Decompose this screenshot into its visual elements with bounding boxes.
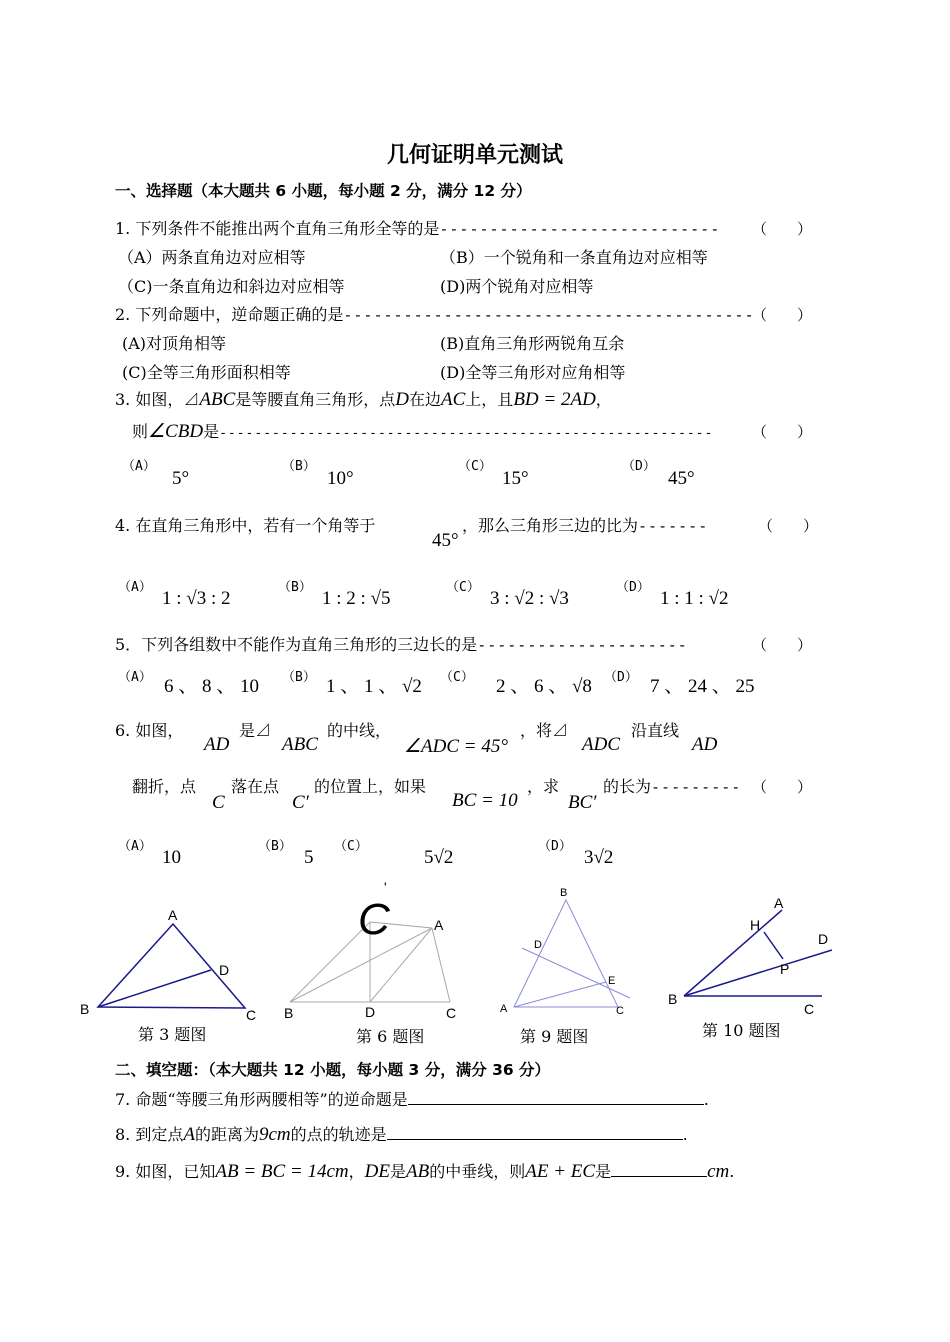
q6-text-2: 是⊿ bbox=[239, 721, 272, 740]
q9-math-ab: AB bbox=[406, 1161, 430, 1182]
fig9-label-d: D bbox=[534, 939, 542, 951]
q3-option-d-label: （D） bbox=[622, 459, 656, 474]
q4-dashes: ------- bbox=[638, 517, 709, 535]
question-6-tail bbox=[603, 776, 741, 798]
fig6-label-c: C bbox=[446, 1005, 457, 1021]
q5-option-a-label: （A） bbox=[118, 670, 152, 685]
fig6-label-big-c: C bbox=[358, 895, 390, 944]
q9-text-1: 9. 如图，已知 bbox=[115, 1162, 216, 1181]
q3-math-ac: AC bbox=[441, 389, 466, 410]
q1-stem: 1. 下列条件不能推出两个直角三角形全等的是 bbox=[115, 219, 440, 238]
fig3-label-c: C bbox=[246, 1007, 257, 1023]
q3-math-d: D bbox=[395, 389, 409, 410]
q8-text-3: 的点的轨迹是 bbox=[290, 1125, 387, 1144]
q2-option-b: (B)直角三角形两锐角互余 bbox=[440, 334, 625, 353]
q8-math-a: A bbox=[183, 1124, 195, 1145]
q9-text-2: ， bbox=[348, 1162, 365, 1181]
q4-option-a-label: （A） bbox=[118, 580, 152, 595]
q1-option-b: （B）一个锐角和一条直角边对应相等 bbox=[440, 248, 708, 267]
figure-6 bbox=[280, 878, 470, 1026]
fig3-caption: 第 3 题图 bbox=[138, 1025, 207, 1044]
fig10-ray-ba bbox=[684, 910, 782, 996]
q9-end: . bbox=[729, 1162, 735, 1181]
q4-text-1: 4. 在直角三角形中，若有一个角等于 bbox=[115, 516, 376, 535]
fig10-label-c: C bbox=[804, 1001, 815, 1014]
q3-option-c-label: （C） bbox=[458, 459, 492, 474]
fig3-label-b: B bbox=[80, 1001, 90, 1017]
q6-option-c-value: 5√2 bbox=[424, 847, 454, 868]
q3-option-d-value: 45° bbox=[668, 468, 695, 489]
q3-math-cbd: ∠CBD bbox=[148, 421, 204, 442]
q8-text-2: 的距离为 bbox=[194, 1125, 259, 1144]
fig6-label-a: A bbox=[434, 917, 444, 933]
section-1-heading: 一、选择题（本大题共 6 小题，每小题 2 分，满分 12 分） bbox=[115, 182, 532, 200]
fig6-label-prime: ' bbox=[384, 879, 387, 895]
fig9-triangle bbox=[514, 900, 618, 1007]
q3-answer-paren: （ ） bbox=[752, 423, 813, 441]
question-1 bbox=[115, 218, 720, 240]
q5-option-c-value: 2 、 6 、 √8 bbox=[496, 676, 592, 697]
q2-dashes: ----------------------------------------- bbox=[343, 306, 755, 324]
fig9-segment-ae bbox=[514, 982, 606, 1007]
question-2 bbox=[115, 304, 755, 326]
q6-text-9: ，求 bbox=[527, 777, 560, 796]
q3-math-abc: ABC bbox=[199, 389, 236, 410]
q3-text-5: ， bbox=[595, 390, 612, 409]
q6-option-b-value: 5 bbox=[304, 847, 314, 868]
q5-answer-paren: （ ） bbox=[752, 636, 813, 654]
q6-option-b-label: （B） bbox=[258, 839, 292, 854]
q3-dashes: -------------------------------------------------------- bbox=[219, 426, 714, 441]
fig6-label-b: B bbox=[284, 1005, 294, 1021]
q9-text-4: 的中垂线，则 bbox=[429, 1162, 526, 1181]
q6-text-6: 翻折，点 bbox=[132, 777, 197, 796]
q6-math-c-prime: C′ bbox=[292, 792, 309, 813]
q6-answer-paren: （ ） bbox=[752, 778, 813, 796]
fig6-segment-ac bbox=[432, 928, 450, 1002]
q4-answer-paren: （ ） bbox=[758, 517, 819, 535]
q5-option-b-value: 1 、 1 、 √2 bbox=[326, 676, 422, 697]
page-title: 几何证明单元测试 bbox=[386, 143, 563, 168]
q6-math-c: C bbox=[212, 792, 225, 813]
fig10-label-d: D bbox=[818, 931, 829, 947]
q5-option-c-label: （C） bbox=[440, 670, 474, 685]
fig3-label-d: D bbox=[219, 962, 230, 978]
fig9-label-a: A bbox=[500, 1003, 508, 1015]
fig10-ray-bd bbox=[684, 950, 832, 996]
q2-option-c: (C)全等三角形面积相等 bbox=[122, 363, 291, 382]
q4-option-a-value: 1 : √3 : 2 bbox=[162, 588, 231, 609]
q1-dashes: ---------------------------- bbox=[439, 220, 721, 238]
q6-text-8: 的位置上，如果 bbox=[314, 777, 427, 796]
q6-math-adc: ADC bbox=[582, 734, 620, 755]
q5-option-d-label: （D） bbox=[604, 670, 638, 685]
q6-math-ad-2: AD bbox=[692, 734, 718, 755]
q3-text-1: 3. 如图，⊿ bbox=[115, 390, 200, 409]
q6-dashes: --------- bbox=[651, 778, 742, 796]
fig10-caption: 第 10 题图 bbox=[702, 1021, 781, 1040]
q9-text-5: 是 bbox=[595, 1162, 612, 1181]
fig6-label-d: D bbox=[365, 1004, 376, 1020]
question-3-line-2 bbox=[132, 421, 713, 445]
q4-option-d-value: 1 : 1 : √2 bbox=[660, 588, 729, 609]
q4-option-b-label: （B） bbox=[278, 580, 312, 595]
q3-option-b-label: （B） bbox=[282, 459, 316, 474]
section-2-heading: 二、填空题：（本大题共 12 小题，每小题 3 分，满分 36 分） bbox=[115, 1061, 551, 1079]
q2-option-a: (A)对顶角相等 bbox=[122, 334, 227, 353]
q4-option-c-label: （C） bbox=[446, 580, 480, 595]
q6-math-bc-prime: BC′ bbox=[568, 792, 597, 813]
q6-text-3: 的中线， bbox=[327, 721, 392, 740]
question-5 bbox=[115, 634, 688, 656]
q3-text-7: 是 bbox=[203, 422, 220, 441]
q5-option-a-value: 6 、 8 、 10 bbox=[164, 676, 260, 697]
q2-option-d: (D)全等三角形对应角相等 bbox=[440, 363, 626, 382]
q6-text-4: ，将⊿ bbox=[520, 721, 569, 740]
q1-answer-paren: （ ） bbox=[752, 220, 813, 238]
q6-math-angle: ∠ADC = 45° bbox=[404, 736, 508, 757]
question-4-tail bbox=[462, 515, 708, 537]
q6-option-a-label: （A） bbox=[118, 839, 152, 854]
q4-value-45: 45° bbox=[432, 530, 459, 551]
q9-math-ab-bc: AB = BC = 14cm bbox=[215, 1161, 349, 1182]
q7-end: . bbox=[703, 1090, 709, 1109]
q4-option-c-value: 3 : √2 : √3 bbox=[490, 588, 569, 609]
q4-option-d-label: （D） bbox=[616, 580, 650, 595]
q4-text-2: ，那么三角形三边的比为 bbox=[462, 516, 639, 535]
figure-10 bbox=[664, 890, 844, 1014]
q6-option-a-value: 10 bbox=[162, 847, 181, 868]
q8-text-1: 8. 到定点 bbox=[115, 1125, 184, 1144]
fig10-label-p: P bbox=[780, 961, 790, 977]
q9-math-de: DE bbox=[364, 1161, 390, 1182]
q3-math-bd: BD = 2AD bbox=[513, 389, 596, 410]
fig10-label-a: A bbox=[774, 895, 784, 911]
q6-math-bc: BC = 10 bbox=[452, 790, 518, 811]
q3-text-2: 是等腰直角三角形，点 bbox=[235, 390, 396, 409]
q6-option-c-label: （C） bbox=[334, 839, 368, 854]
q8-math-9cm: 9cm bbox=[258, 1124, 291, 1145]
figure-9 bbox=[496, 882, 646, 1022]
q7-answer-blank[interactable] bbox=[408, 1088, 704, 1105]
fig9-label-b: B bbox=[560, 887, 568, 899]
q8-answer-blank[interactable] bbox=[387, 1123, 683, 1140]
fig9-label-c: C bbox=[616, 1005, 624, 1017]
fig9-caption: 第 9 题图 bbox=[520, 1027, 589, 1046]
q8-end: . bbox=[682, 1125, 688, 1144]
q1-option-d: (D)两个锐角对应相等 bbox=[440, 277, 594, 296]
q5-stem: 5．下列各组数中不能作为直角三角形的三边长的是 bbox=[115, 635, 478, 654]
question-9 bbox=[115, 1160, 734, 1183]
q6-math-abc: ABC bbox=[282, 734, 318, 755]
q5-option-b-label: （B） bbox=[282, 670, 316, 685]
q2-answer-paren: （ ） bbox=[752, 306, 813, 324]
q6-text-1: 6. 如图， bbox=[115, 721, 184, 740]
question-8 bbox=[115, 1123, 688, 1146]
q6-text-5: 沿直线 bbox=[631, 721, 680, 740]
q3-option-b-value: 10° bbox=[327, 468, 354, 489]
q6-text-7: 落在点 bbox=[231, 777, 280, 796]
question-3 bbox=[115, 389, 612, 411]
q9-math-ae-ec: AE + EC bbox=[525, 1161, 596, 1182]
q9-answer-blank[interactable] bbox=[611, 1160, 707, 1177]
q6-option-d-value: 3√2 bbox=[584, 847, 614, 868]
fig10-label-b: B bbox=[668, 991, 678, 1007]
q2-stem: 2. 下列命题中，逆命题正确的是 bbox=[115, 305, 344, 324]
q5-option-d-value: 7 、 24 、 25 bbox=[650, 676, 755, 697]
q3-option-a-label: （A） bbox=[122, 459, 156, 474]
q9-text-3: 是 bbox=[390, 1162, 407, 1181]
fig6-caption: 第 6 题图 bbox=[356, 1027, 425, 1046]
fig10-label-h: H bbox=[750, 917, 761, 933]
fig10-segment-hp bbox=[764, 932, 783, 959]
q9-math-cm: cm bbox=[707, 1161, 730, 1182]
fig3-label-a: A bbox=[168, 907, 178, 923]
q3-option-c-value: 15° bbox=[502, 468, 529, 489]
q3-text-6: 则 bbox=[132, 422, 149, 441]
q6-text-10: 的长为 bbox=[603, 777, 652, 796]
q6-option-d-label: （D） bbox=[538, 839, 572, 854]
q3-text-3: 在边 bbox=[409, 390, 442, 409]
q7-text: 7. 命题“等腰三角形两腰相等”的逆命题是 bbox=[115, 1090, 408, 1109]
q1-option-c: （C)一条直角边和斜边对应相等 bbox=[118, 277, 345, 296]
q6-math-ad: AD bbox=[204, 734, 230, 755]
q4-option-b-value: 1 : 2 : √5 bbox=[322, 588, 391, 609]
q3-option-a-value: 5° bbox=[172, 468, 190, 489]
question-7 bbox=[115, 1088, 709, 1111]
q3-text-4: 上，且 bbox=[465, 390, 514, 409]
fig9-label-e: E bbox=[608, 975, 616, 987]
q1-option-a: （A）两条直角边对应相等 bbox=[118, 248, 306, 267]
figure-3 bbox=[70, 900, 270, 1028]
q5-dashes: --------------------- bbox=[477, 636, 688, 654]
